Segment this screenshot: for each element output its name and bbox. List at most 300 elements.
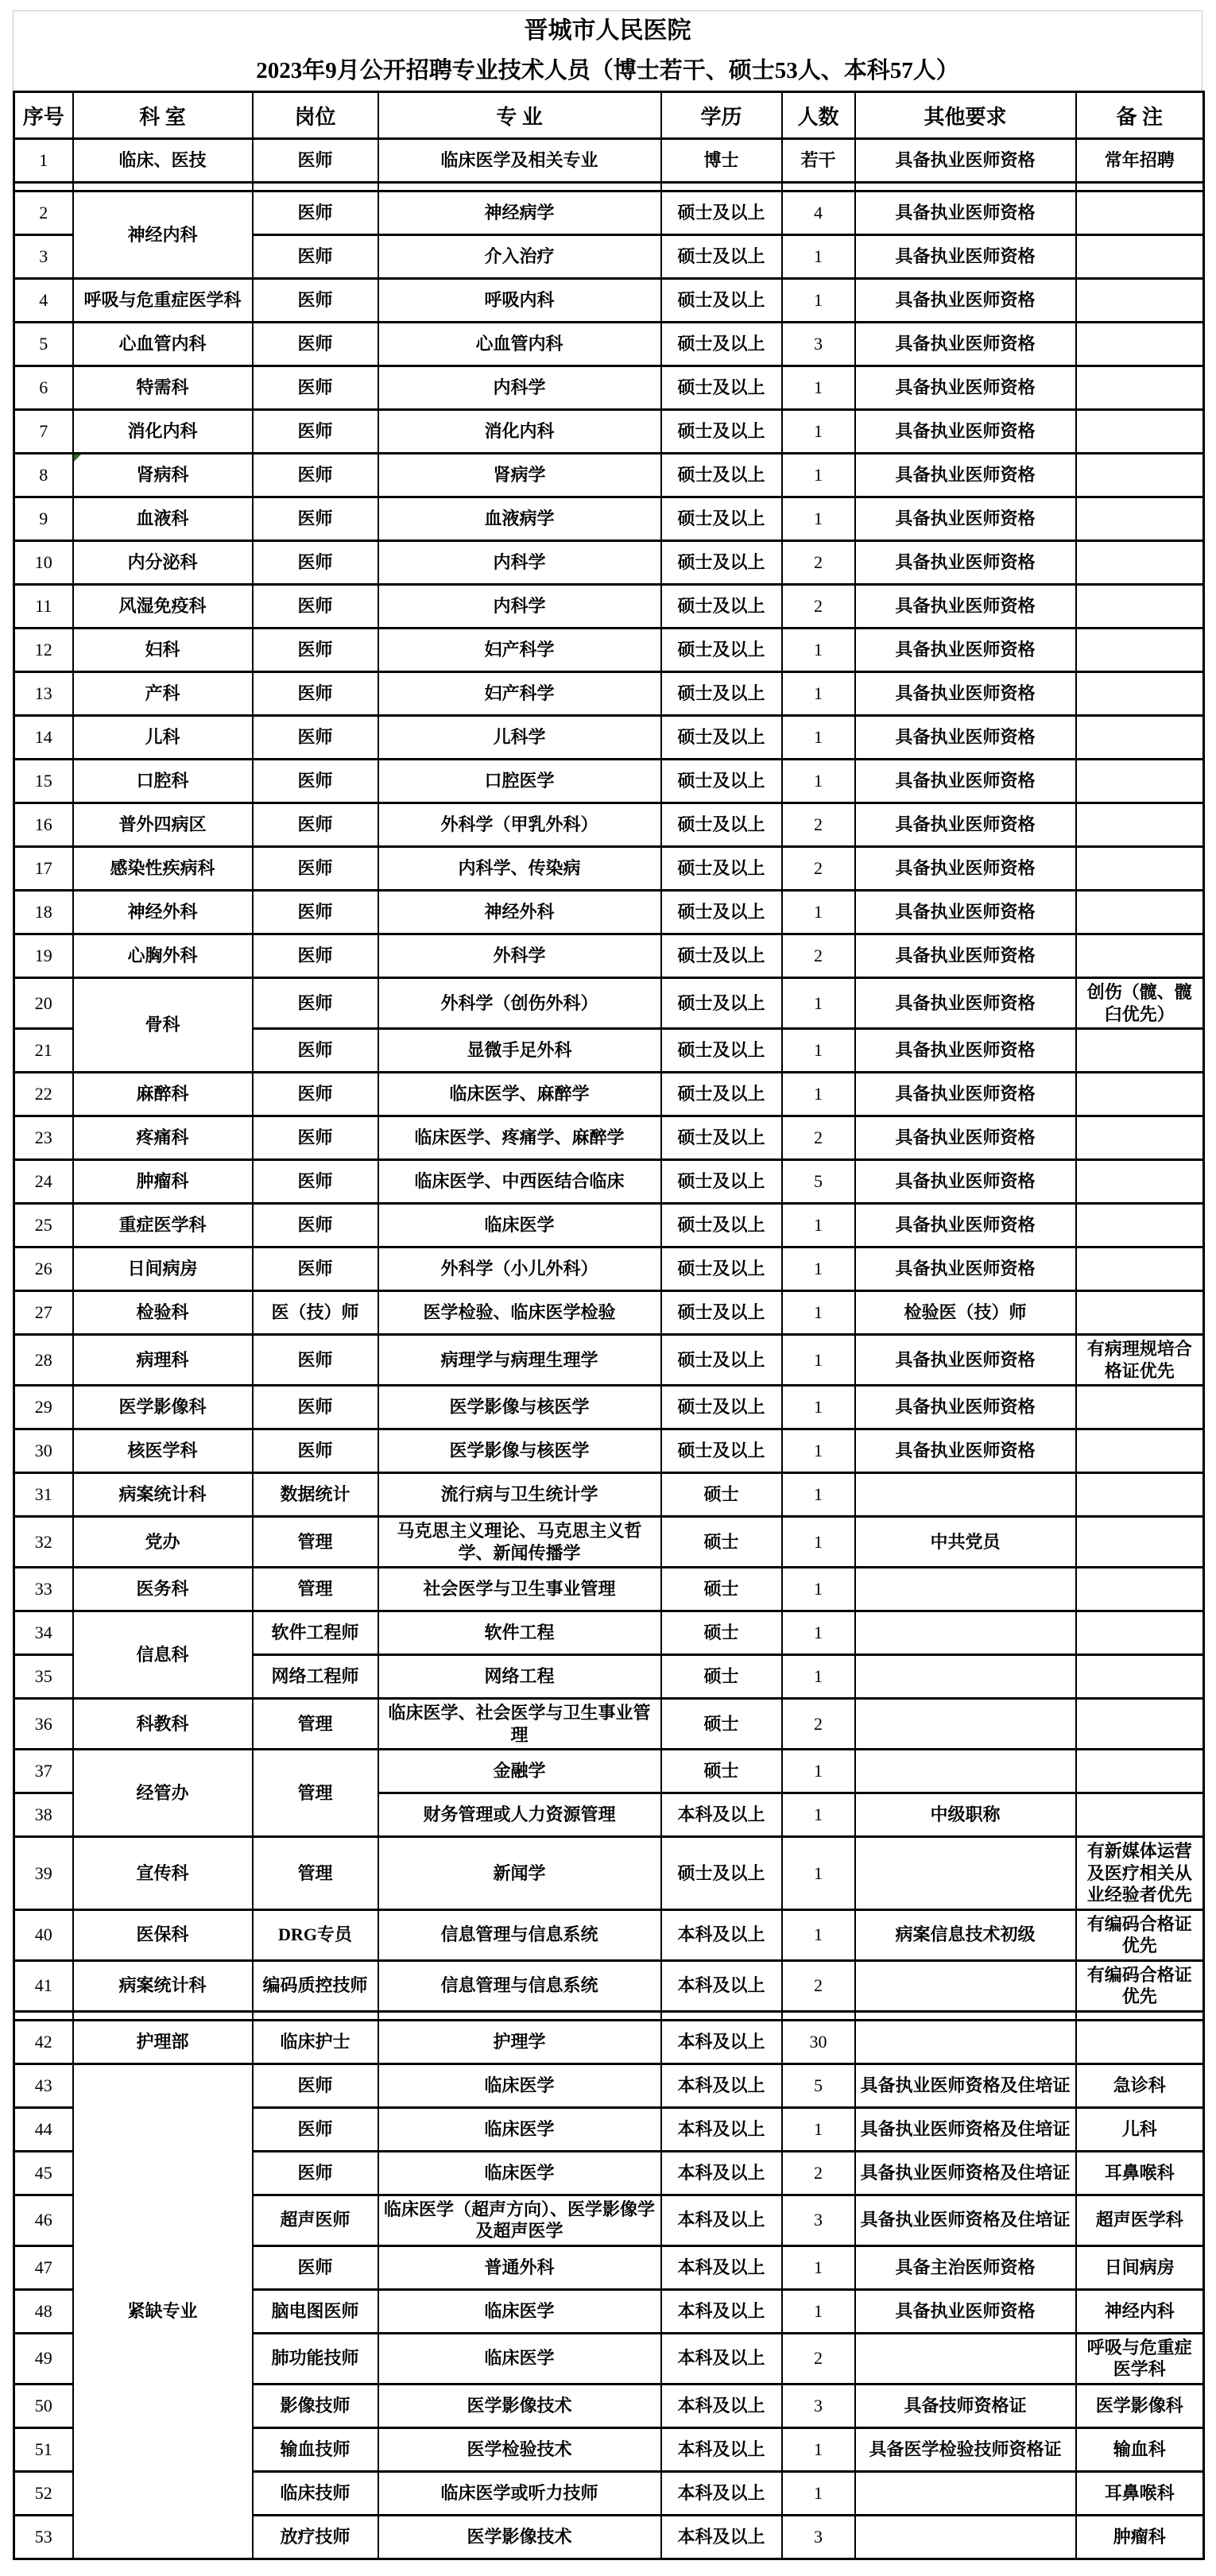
- table-cell: 30: [14, 1429, 73, 1473]
- table-row: [14, 1750, 1204, 1793]
- empty-cell: [378, 183, 661, 191]
- table-row: [14, 410, 1204, 454]
- table-cell: 新闻学: [378, 1837, 661, 1910]
- table-cell: 1: [782, 1611, 855, 1655]
- empty-cell: [1076, 2011, 1204, 2020]
- table-cell: 重症医学科: [73, 1204, 253, 1247]
- table-cell: 口腔医学: [378, 760, 661, 803]
- table-cell: 47: [14, 2245, 73, 2289]
- table-cell: 医学检验、临床医学检验: [378, 1291, 661, 1335]
- table-cell: 硕士及以上: [661, 629, 782, 672]
- table-cell: 具备执业医师资格: [855, 716, 1076, 760]
- table-cell: 急诊科: [1076, 2064, 1204, 2107]
- table-cell: 5: [782, 2064, 855, 2107]
- table-cell: [855, 1960, 1076, 2011]
- table-cell: 临床医学、中西医结合临床: [378, 1160, 661, 1204]
- table-row: [14, 716, 1204, 760]
- table-cell: 2: [782, 934, 855, 978]
- table-cell: 管理: [253, 1568, 378, 1611]
- table-cell: 1: [782, 235, 855, 279]
- table-cell: [1076, 2020, 1204, 2064]
- table-row: [14, 1517, 1204, 1568]
- table-row: [14, 366, 1204, 410]
- table-cell: 1: [782, 1073, 855, 1116]
- table-cell: 2: [14, 191, 73, 235]
- table-cell: 若干: [782, 139, 855, 183]
- table-cell: 医师: [253, 191, 378, 235]
- table-cell: [1076, 1429, 1204, 1473]
- table-cell: 硕士及以上: [661, 1247, 782, 1291]
- table-cell: 医师: [253, 1335, 378, 1386]
- empty-cell: [253, 183, 378, 191]
- table-cell: 硕士及以上: [661, 235, 782, 279]
- table-cell: 血液科: [73, 497, 253, 541]
- table-cell: 2: [782, 847, 855, 891]
- table-cell: 数据统计: [253, 1473, 378, 1517]
- table-cell: 脑电图医师: [253, 2289, 378, 2333]
- table-cell: [1076, 1699, 1204, 1750]
- table-cell: 具备执业医师资格: [855, 366, 1076, 410]
- table-cell: 具备技师资格证: [855, 2384, 1076, 2427]
- table-row: [14, 1473, 1204, 1517]
- table-cell: 医师: [253, 2151, 378, 2195]
- table-cell: 本科及以上: [661, 2151, 782, 2195]
- table-cell: 本科及以上: [661, 2107, 782, 2151]
- table-cell: 儿科: [73, 716, 253, 760]
- table-cell: 具备执业医师资格: [855, 891, 1076, 934]
- table-cell: 常年招聘: [1076, 139, 1204, 183]
- table-row: [14, 847, 1204, 891]
- table-cell: [1076, 410, 1204, 454]
- table-cell: 具备执业医师资格: [855, 1386, 1076, 1429]
- table-row: [14, 1611, 1204, 1655]
- table-cell: 19: [14, 934, 73, 978]
- table-cell: 核医学科: [73, 1429, 253, 1473]
- table-cell: 内科学: [378, 541, 661, 585]
- table-cell: 硕士及以上: [661, 672, 782, 716]
- table-cell: 肾病学: [378, 454, 661, 497]
- table-cell: 具备执业医师资格: [855, 672, 1076, 716]
- table-cell: 46: [14, 2195, 73, 2245]
- table-cell: 本科及以上: [661, 2064, 782, 2107]
- table-cell: [855, 1699, 1076, 1750]
- table-cell: 12: [14, 629, 73, 672]
- table-cell: 本科及以上: [661, 2195, 782, 2245]
- table-cell: 硕士: [661, 1699, 782, 1750]
- table-cell: 信息科: [73, 1611, 253, 1699]
- table-cell: 硕士及以上: [661, 1029, 782, 1073]
- table-cell: 神经内科: [73, 191, 253, 279]
- table-cell: 临床医学: [378, 2151, 661, 2195]
- table-cell: 医师: [253, 454, 378, 497]
- table-row: [14, 1204, 1204, 1247]
- empty-cell: [378, 2011, 661, 2020]
- table-cell: 14: [14, 716, 73, 760]
- table-row: [14, 454, 1204, 497]
- table-cell: 44: [14, 2107, 73, 2151]
- table-cell: 呼吸内科: [378, 279, 661, 323]
- table-cell: 23: [14, 1116, 73, 1160]
- table-cell: 口腔科: [73, 760, 253, 803]
- table-cell: 1: [782, 279, 855, 323]
- table-cell: 4: [782, 191, 855, 235]
- table-cell: 硕士及以上: [661, 454, 782, 497]
- table-cell: [1076, 323, 1204, 366]
- table-cell: 输血科: [1076, 2427, 1204, 2471]
- table-cell: 医师: [253, 1386, 378, 1429]
- table-cell: [1076, 1386, 1204, 1429]
- table-cell: 医师: [253, 139, 378, 183]
- table-cell: 医师: [253, 235, 378, 279]
- table-cell: [1076, 716, 1204, 760]
- table-cell: 耳鼻喉科: [1076, 2471, 1204, 2515]
- table-cell: 有病理规培合格证优先: [1076, 1335, 1204, 1386]
- table-cell: 内科学: [378, 366, 661, 410]
- separator-row: [14, 2011, 1204, 2020]
- table-cell: [1076, 497, 1204, 541]
- table-cell: 疼痛科: [73, 1116, 253, 1160]
- table-cell: 1: [782, 1204, 855, 1247]
- table-cell: 具备执业医师资格及住培证: [855, 2195, 1076, 2245]
- table-cell: 编码质控技师: [253, 1960, 378, 2011]
- table-cell: 具备执业医师资格: [855, 629, 1076, 672]
- table-cell: 临床医学: [378, 1204, 661, 1247]
- column-header-2: 岗位: [253, 92, 378, 139]
- table-row: [14, 585, 1204, 629]
- table-cell: 硕士及以上: [661, 891, 782, 934]
- table-cell: [1076, 1204, 1204, 1247]
- table-cell: 1: [782, 2427, 855, 2471]
- table-row: [14, 497, 1204, 541]
- table-cell: 26: [14, 1247, 73, 1291]
- table-cell: 病案统计科: [73, 1473, 253, 1517]
- table-cell: 2: [782, 803, 855, 847]
- table-cell: 外科学: [378, 934, 661, 978]
- table-cell: 35: [14, 1655, 73, 1699]
- table-cell: 硕士及以上: [661, 191, 782, 235]
- empty-cell: [73, 183, 253, 191]
- column-header-5: 人数: [782, 92, 855, 139]
- table-cell: [855, 1655, 1076, 1699]
- table-cell: 硕士及以上: [661, 279, 782, 323]
- table-cell: 30: [782, 2020, 855, 2064]
- table-cell: 信息管理与信息系统: [378, 1960, 661, 2011]
- column-header-6: 其他要求: [855, 92, 1076, 139]
- table-cell: 神经外科: [73, 891, 253, 934]
- table-cell: 临床护士: [253, 2020, 378, 2064]
- table-cell: 1: [782, 1909, 855, 1960]
- table-cell: 检验科: [73, 1291, 253, 1335]
- table-row: [14, 760, 1204, 803]
- table-cell: 妇产科学: [378, 629, 661, 672]
- table-cell: 3: [782, 323, 855, 366]
- table-cell: [855, 1611, 1076, 1655]
- table-cell: 硕士及以上: [661, 934, 782, 978]
- table-cell: 医师: [253, 934, 378, 978]
- table-cell: 25: [14, 1204, 73, 1247]
- table-cell: 具备执业医师资格及住培证: [855, 2151, 1076, 2195]
- table-cell: 中共党员: [855, 1517, 1076, 1568]
- table-cell: 1: [782, 410, 855, 454]
- table-row: [14, 1699, 1204, 1750]
- table-cell: 医师: [253, 978, 378, 1029]
- table-cell: 24: [14, 1160, 73, 1204]
- table-cell: 具备执业医师资格: [855, 1247, 1076, 1291]
- table-cell: 1: [782, 716, 855, 760]
- table-cell: 34: [14, 1611, 73, 1655]
- table-cell: 具备执业医师资格: [855, 497, 1076, 541]
- table-cell: 有编码合格证优先: [1076, 1909, 1204, 1960]
- table-cell: 儿科: [1076, 2107, 1204, 2151]
- empty-cell: [661, 183, 782, 191]
- table-cell: 1: [782, 672, 855, 716]
- table-cell: 硕士及以上: [661, 1429, 782, 1473]
- table-cell: 21: [14, 1029, 73, 1073]
- table-cell: 22: [14, 1073, 73, 1116]
- table-cell: 硕士及以上: [661, 1160, 782, 1204]
- title-block: [13, 10, 1202, 91]
- table-row: [14, 1247, 1204, 1291]
- table-cell: 普外四病区: [73, 803, 253, 847]
- table-cell: 医学影像技术: [378, 2515, 661, 2559]
- table-cell: 医师: [253, 1247, 378, 1291]
- table-cell: [1076, 1073, 1204, 1116]
- table-cell: 紧缺专业: [73, 2064, 253, 2559]
- table-cell: 中级职称: [855, 1793, 1076, 1837]
- table-cell: 医（技）师: [253, 1291, 378, 1335]
- table-cell: 医师: [253, 2245, 378, 2289]
- table-cell: 1: [14, 139, 73, 183]
- table-cell: 超声医师: [253, 2195, 378, 2245]
- table-cell: 2: [782, 1960, 855, 2011]
- table-cell: [1076, 760, 1204, 803]
- table-cell: 硕士及以上: [661, 1386, 782, 1429]
- table-row: [14, 1568, 1204, 1611]
- table-cell: 3: [782, 2515, 855, 2559]
- table-cell: 信息管理与信息系统: [378, 1909, 661, 1960]
- table-cell: 2: [782, 2333, 855, 2384]
- table-cell: 15: [14, 760, 73, 803]
- table-cell: [855, 2471, 1076, 2515]
- table-cell: 妇产科学: [378, 672, 661, 716]
- green-corner-mark: [74, 454, 81, 462]
- table-row: [14, 1073, 1204, 1116]
- table-cell: 普通外科: [378, 2245, 661, 2289]
- table-cell: 43: [14, 2064, 73, 2107]
- empty-cell: [253, 2011, 378, 2020]
- table-cell: 20: [14, 978, 73, 1029]
- table-cell: [1076, 847, 1204, 891]
- table-cell: 具备执业医师资格: [855, 978, 1076, 1029]
- table-cell: [855, 2515, 1076, 2559]
- table-cell: 宣传科: [73, 1837, 253, 1910]
- table-cell: 财务管理或人力资源管理: [378, 1793, 661, 1837]
- table-cell: [1076, 191, 1204, 235]
- table-cell: 耳鼻喉科: [1076, 2151, 1204, 2195]
- table-cell: 1: [782, 891, 855, 934]
- table-row: [14, 2020, 1204, 2064]
- empty-cell: [855, 183, 1076, 191]
- table-cell: 临床医学: [378, 2289, 661, 2333]
- separator-row: [14, 183, 1204, 191]
- table-cell: 流行病与卫生统计学: [378, 1473, 661, 1517]
- table-cell: 具备执业医师资格: [855, 139, 1076, 183]
- table-cell: 1: [782, 629, 855, 672]
- table-cell: [1076, 279, 1204, 323]
- table-cell: 7: [14, 410, 73, 454]
- table-cell: 本科及以上: [661, 2427, 782, 2471]
- table-cell: 医学检验技术: [378, 2427, 661, 2471]
- table-cell: 介入治疗: [378, 235, 661, 279]
- table-cell: 神经内科: [1076, 2289, 1204, 2333]
- table-row: [14, 629, 1204, 672]
- table-cell: 医师: [253, 672, 378, 716]
- table-cell: 消化内科: [73, 410, 253, 454]
- table-cell: 50: [14, 2384, 73, 2427]
- table-cell: 风湿免疫科: [73, 585, 253, 629]
- table-cell: 1: [782, 366, 855, 410]
- empty-cell: [782, 183, 855, 191]
- table-cell: [1076, 672, 1204, 716]
- table-cell: 管理: [253, 1699, 378, 1750]
- table-cell: 医师: [253, 279, 378, 323]
- table-cell: 放疗技师: [253, 2515, 378, 2559]
- table-cell: 具备主治医师资格: [855, 2245, 1076, 2289]
- table-cell: 具备执业医师资格: [855, 585, 1076, 629]
- table-cell: 医师: [253, 1204, 378, 1247]
- table-cell: 6: [14, 366, 73, 410]
- table-cell: 外科学（创伤外科）: [378, 978, 661, 1029]
- table-cell: 病案统计科: [73, 1960, 253, 2011]
- table-cell: 博士: [661, 139, 782, 183]
- table-cell: 本科及以上: [661, 2245, 782, 2289]
- table-cell: 内科学、传染病: [378, 847, 661, 891]
- table-cell: [855, 2020, 1076, 2064]
- table-cell: 8: [14, 454, 73, 497]
- table-cell: 妇科: [73, 629, 253, 672]
- table-cell: 1: [782, 1473, 855, 1517]
- table-cell: 33: [14, 1568, 73, 1611]
- table-cell: 呼吸与危重症医学科: [73, 279, 253, 323]
- empty-cell: [14, 183, 73, 191]
- table-cell: [1076, 891, 1204, 934]
- table-cell: 输血技师: [253, 2427, 378, 2471]
- table-cell: 1: [782, 1517, 855, 1568]
- column-header-1: 科 室: [73, 92, 253, 139]
- table-cell: 具备执业医师资格: [855, 541, 1076, 585]
- table-cell: 特需科: [73, 366, 253, 410]
- table-row: [14, 1909, 1204, 1960]
- table-cell: [1076, 1517, 1204, 1568]
- table-cell: 13: [14, 672, 73, 716]
- table-cell: 3: [782, 2384, 855, 2427]
- table-cell: 护理学: [378, 2020, 661, 2064]
- table-cell: 软件工程: [378, 1611, 661, 1655]
- table-cell: [1076, 1247, 1204, 1291]
- table-cell: 临床医学、疼痛学、麻醉学: [378, 1116, 661, 1160]
- header-row: [14, 92, 1204, 139]
- table-cell: [1076, 366, 1204, 410]
- table-cell: 临床医学: [378, 2107, 661, 2151]
- table-cell: 临床医学或听力技师: [378, 2471, 661, 2515]
- table-cell: 超声医学科: [1076, 2195, 1204, 2245]
- table-cell: 36: [14, 1699, 73, 1750]
- table-cell: 呼吸与危重症医学科: [1076, 2333, 1204, 2384]
- table-cell: [1076, 629, 1204, 672]
- table-cell: 医师: [253, 1160, 378, 1204]
- table-cell: [1076, 454, 1204, 497]
- table-cell: 1: [782, 1568, 855, 1611]
- table-cell: 网络工程师: [253, 1655, 378, 1699]
- table-cell: 48: [14, 2289, 73, 2333]
- table-cell: 硕士: [661, 1517, 782, 1568]
- table-cell: 管理: [253, 1517, 378, 1568]
- table-cell: 1: [782, 454, 855, 497]
- table-cell: 消化内科: [378, 410, 661, 454]
- table-cell: [1076, 585, 1204, 629]
- table-cell: 检验医（技）师: [855, 1291, 1076, 1335]
- table-cell: 外科学（甲乳外科）: [378, 803, 661, 847]
- table-cell: 11: [14, 585, 73, 629]
- empty-cell: [14, 2011, 73, 2020]
- table-cell: 10: [14, 541, 73, 585]
- table-cell: 有编码合格证优先: [1076, 1960, 1204, 2011]
- table-cell: 具备医学检验技师资格证: [855, 2427, 1076, 2471]
- table-cell: 医师: [253, 2064, 378, 2107]
- table-cell: 32: [14, 1517, 73, 1568]
- table-cell: 16: [14, 803, 73, 847]
- table-cell: 1: [782, 1750, 855, 1793]
- table-cell: 护理部: [73, 2020, 253, 2064]
- table-cell: [1076, 1116, 1204, 1160]
- table-cell: 具备执业医师资格: [855, 279, 1076, 323]
- table-cell: [1076, 1611, 1204, 1655]
- table-cell: 经管办: [73, 1750, 253, 1837]
- table-cell: 临床医学及相关专业: [378, 139, 661, 183]
- table-row: [14, 1335, 1204, 1386]
- table-cell: 1: [782, 1029, 855, 1073]
- table-cell: 本科及以上: [661, 2020, 782, 2064]
- table-cell: 医师: [253, 847, 378, 891]
- table-cell: 医师: [253, 1073, 378, 1116]
- table-cell: 管理: [253, 1750, 378, 1837]
- table-cell: 医师: [253, 2107, 378, 2151]
- table-row: [14, 978, 1204, 1029]
- table-cell: 医师: [253, 323, 378, 366]
- table-cell: 软件工程师: [253, 1611, 378, 1655]
- table-cell: 51: [14, 2427, 73, 2471]
- table-cell: 硕士及以上: [661, 716, 782, 760]
- recruitment-table: [13, 91, 1205, 2560]
- table-cell: 金融学: [378, 1750, 661, 1793]
- table-cell: 18: [14, 891, 73, 934]
- table-cell: 29: [14, 1386, 73, 1429]
- table-cell: 外科学（小儿外科）: [378, 1247, 661, 1291]
- table-cell: 临床医学（超声方向）、医学影像学及超声医学: [378, 2195, 661, 2245]
- table-row: [14, 191, 1204, 235]
- empty-cell: [1076, 183, 1204, 191]
- column-header-7: 备 注: [1076, 92, 1204, 139]
- table-cell: 医务科: [73, 1568, 253, 1611]
- table-cell: 本科及以上: [661, 2289, 782, 2333]
- table-cell: 17: [14, 847, 73, 891]
- table-cell: [1076, 934, 1204, 978]
- table-cell: 1: [782, 1247, 855, 1291]
- table-row: [14, 1386, 1204, 1429]
- table-cell: 临床医学: [378, 2333, 661, 2384]
- table-row: [14, 541, 1204, 585]
- table-cell: 1: [782, 1655, 855, 1699]
